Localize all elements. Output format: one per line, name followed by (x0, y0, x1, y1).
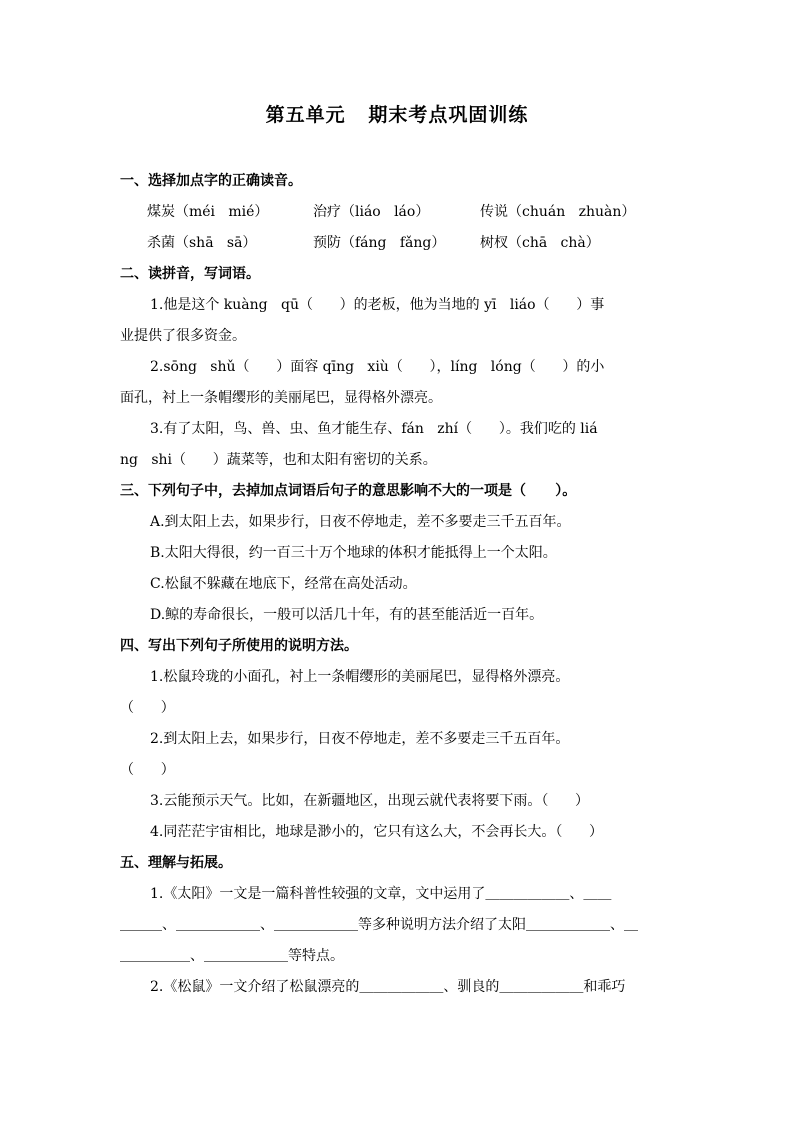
pinyin-option: 传说（chuán zhuàn） (480, 204, 636, 220)
answer-blank: （ ） (120, 700, 175, 716)
question-line: 1.《太阳》一文是一篇科普性较强的文章，文中运用了＿＿＿＿＿＿、＿＿ (150, 886, 612, 902)
question-line: 1.松鼠玲珑的小面孔，衬上一条帽缨形的美丽尾巴，显得格外漂亮。 (150, 669, 570, 685)
question-line: 面孔，衬上一条帽缨形的美丽尾巴，显得格外漂亮。 (120, 390, 442, 406)
pinyin-option: 预防（fáng fǎng） (313, 235, 446, 251)
pinyin-option: 治疗（liáo láo） (313, 204, 430, 220)
question-line: ng shi（ ）蔬菜等，也和太阳有密切的关系。 (120, 452, 437, 468)
section-heading-1: 一、选择加点字的正确读音。 (120, 173, 302, 189)
question-line: 4.同茫茫宇宙相比，地球是渺小的，它只有这么大，不会再长大。（ ） (150, 824, 604, 840)
pinyin-option: 杀菌（shā sā） (147, 235, 257, 251)
question-line: 1.他是这个 kuàng qū（ ）的老板，他为当地的 yī liáo（ ）事 (150, 297, 605, 313)
question-line: ＿＿＿、＿＿＿＿＿＿、＿＿＿＿＿＿等多种说明方法介绍了太阳＿＿＿＿＿＿、＿ (120, 917, 638, 933)
question-line: 业提供了很多资金。 (120, 328, 246, 344)
choice-a: A.到太阳上去，如果步行，日夜不停地走，差不多要走三千五百年。 (150, 514, 571, 530)
question-line: 2.《松鼠》一文介绍了松鼠漂亮的＿＿＿＿＿＿、驯良的＿＿＿＿＿＿和乖巧 (150, 979, 626, 995)
page-title: 第五单元 期末考点巩固训练 (265, 104, 529, 126)
question-line: 2.到太阳上去，如果步行，日夜不停地走，差不多要走三千五百年。 (150, 731, 570, 747)
answer-blank: （ ） (120, 762, 175, 778)
section-heading-2: 二、读拼音，写词语。 (120, 266, 260, 282)
question-line: 3.有了太阳，鸟、兽、虫、鱼才能生存、fán zhí（ ）。我们吃的 liá (150, 421, 598, 437)
section-heading-3: 三、下列句子中，去掉加点词语后句子的意思影响不大的一项是（ ）。 (120, 483, 577, 499)
choice-d: D.鲸的寿命很长，一般可以活几十年，有的甚至能活近一百年。 (150, 607, 544, 623)
pinyin-option: 树杈（chā chà） (480, 235, 600, 251)
pinyin-option: 煤炭（méi mié） (147, 204, 269, 220)
question-line: 2.sōng shǔ（ ）面容 qīng xiù（ ），líng lóng（ ）的小 (150, 359, 605, 375)
section-heading-5: 五、理解与拓展。 (120, 855, 232, 871)
choice-b: B.太阳大得很，约一百三十万个地球的体积才能抵得上一个太阳。 (150, 545, 557, 561)
choice-c: C.松鼠不躲藏在地底下，经常在高处活动。 (150, 576, 417, 592)
section-heading-4: 四、写出下列句子所使用的说明方法。 (120, 638, 358, 654)
question-line: ＿＿＿＿＿、＿＿＿＿＿＿等特点。 (120, 948, 344, 964)
question-line: 3.云能预示天气。比如，在新疆地区，出现云就代表将要下雨。（ ） (150, 793, 590, 809)
